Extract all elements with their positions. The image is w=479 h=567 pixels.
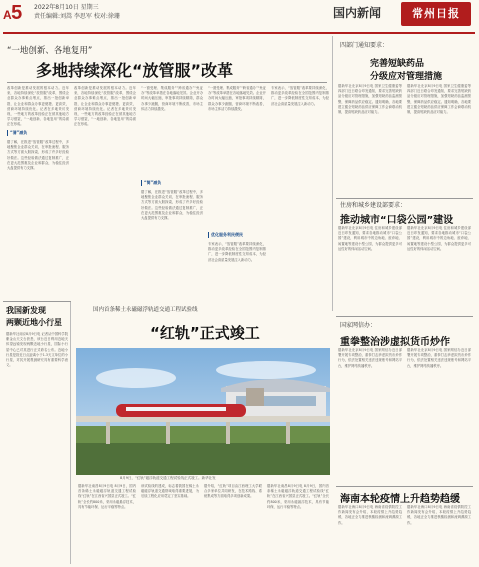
- crypto-kicker: 国家网信办：: [340, 322, 377, 329]
- maglev-kicker: 国内首条稀土永磁磁浮轨道交通工程试验线: [93, 307, 198, 313]
- drug-kicker: 四部门通知要求：: [340, 42, 389, 49]
- editors-line: 责任编辑:刘嵩 李思军 校对:徐珊: [34, 13, 120, 20]
- maglev-photo-illustration: [76, 348, 330, 475]
- asteroid-headline-line2: 两颗近地小行星: [6, 318, 62, 327]
- drug-headline-line1: 完善短缺药品: [370, 59, 425, 69]
- drug-text-col1: 据新华社北京8月9日电 国家卫生健康委等四部门近日联合印发通知，要求完善短缺药品分级应对管理措施，加强短缺药品监测预警，保障药品供应稳定。通知明确，各地要建立健全短缺药品供应保障工作会商联动机制，提高短缺药品应对能力。: [338, 84, 402, 115]
- lead-col2-text: 改革创新是推动发展的根本动力。近年来，各地持续深化“放管服”改革，围绕企业群众办事难点堵点，推出一批创新举措，让企业和群众办事更便捷、更高效，营商环境持续优化。记者在多地采访发现，一些地方的改革经验正在被其他地方学习借鉴，“一地创新、各地复用”的局面正在形成。: [74, 86, 136, 127]
- crypto-headline: 重拳整治涉虚拟货币炒作: [340, 337, 450, 348]
- park-headline: 推动城市“口袋公园”建设: [340, 215, 454, 226]
- park-text-col1: 据新华社北京8月9日电 住房和城乡建设部近日印发通知，要求各地推动城市“口袋公园”建设，利用城市中的边角地、废弃地、闲置地等建设小型公园，为群众提供更多可达性好的休闲活动空间。: [338, 226, 402, 251]
- lead-headline: 多地持续深化“放管服”改革: [36, 61, 234, 80]
- maglev-text-col3: 据介绍，“红轨”项目由江西理工大学联合多家单位共同研发，在技术路线、系统集成等方面取得多项创新成果。: [204, 484, 262, 499]
- lead-kicker: “一地创新、各地复用”: [7, 46, 93, 56]
- page-letter: A: [3, 8, 12, 22]
- lead-col5-text: 专家表示，“放管服”改革要持续深化，推动更多改革经验在全国范围内复制推广，进一步降低制度性交易成本，为经济社会高质量发展注入新动力。: [271, 86, 329, 106]
- maglev-text-col2: 该试验线的建成，标志着我国在稀土永磁磁浮轨道交通领域取得重要进展，为后续工程化应用奠定了坚实基础。: [141, 484, 199, 499]
- right-divider-3: [336, 486, 473, 487]
- lead-col1-text-b: 据了解，在推进“放管服”改革过程中，多地聚焦企业群众关切，在审批流程、服务方式等方面大胆探索，形成了许多好经验好做法。这些经验做法通过复制推广，正在更大范围惠及企业和群众，为稳住经济大盘提供有力支撑。: [7, 140, 69, 171]
- lead-subhead-3: 优化服务利民便民: [208, 232, 243, 238]
- drug-text-col2: 据新华社北京8月9日电 国家卫生健康委等四部门近日联合印发通知，要求完善短缺药品分级应对管理措施，加强短缺药品监测预警，保障药品供应稳定。通知明确，各地要建立健全短缺药品供应保障工作会商联动机制，提高短缺药品应对能力。: [407, 84, 471, 115]
- hainan-text-col2: 据新华社海口8月9日电 海南省疫情防控工作新闻发布会介绍，本轮疫情上升趋势趋缓，各地正全力推进核酸检测和流调溯源工作。: [407, 505, 471, 525]
- crypto-text-col2: 据新华社北京8月9日电 国家网信办近日部署开展专项整治，重拳打击涉虚拟货币炒作行为，依法处置相关违法违规账号和网站平台，维护网络传播秩序。: [407, 348, 471, 368]
- lead-col4-text-b: 专家表示，“放管服”改革要持续深化，推动更多改革经验在全国范围内复制推广，进一步降低制度性交易成本，为经济社会高质量发展注入新动力。: [208, 242, 266, 262]
- park-kicker: 住房和城乡建设部要求：: [340, 202, 407, 209]
- lead-col3-text: “一窗受理、集成服务”“跨省通办”“免证办”等改革举措在各地落地见效。企业开办时间大幅压缩，审批事项持续精简，群众办事少跑腿，营商环境不断改善，市场主体活力持续激发。: [141, 86, 203, 111]
- maglev-photo-caption: 8月9日，“红轨”磁浮轨道交通工程试验线正式竣工。新华社发: [120, 476, 216, 480]
- asteroid-headline-line1: 我国新发现: [6, 306, 46, 315]
- right-divider-2: [336, 316, 473, 317]
- maglev-photo: [76, 348, 330, 475]
- maglev-headline: “红轨”正式竣工: [150, 324, 260, 342]
- right-column-divider: [332, 36, 333, 311]
- lead-divider: [7, 82, 327, 83]
- lead-subhead-2: “简”减负: [141, 180, 161, 186]
- lead-subhead-1: “清”减负: [7, 130, 27, 136]
- drug-headline-line2: 分级应对管理措施: [370, 72, 443, 82]
- lead-col1-text: 改革创新是推动发展的根本动力。近年来，各地持续深化“放管服”改革，围绕企业群众办事难点堵点，推出一批创新举措，让企业和群众办事更便捷、更高效，营商环境持续优化。记者在多地采访发现，一些地方的改革经验正在被其他地方学习借鉴，“一地创新、各地复用”的局面正在形成。: [7, 86, 69, 126]
- section-title: 国内新闻: [333, 6, 382, 20]
- hainan-text-col1: 据新华社海口8月9日电 海南省疫情防控工作新闻发布会介绍，本轮疫情上升趋势趋缓，各地正全力推进核酸检测和流调溯源工作。: [338, 505, 402, 525]
- maglev-text-col4: 据新华社南昌8月9日电 8月9日，国内首条稀土永磁磁浮轨道交通工程试验线“红轨”在江西省兴国县正式竣工。“红轨”全长约800米，采用永磁悬浮技术，具有节能环保、运行平稳等特点。: [267, 484, 329, 509]
- park-text-col2: 据新华社北京8月9日电 住房和城乡建设部近日印发通知，要求各地推动城市“口袋公园”建设，利用城市中的边角地、废弃地、闲置地等建设小型公园，为群众提供更多可达性好的休闲活动空间。: [407, 226, 471, 251]
- maglev-text-col1: 据新华社南昌8月9日电 8月9日，国内首条稀土永磁磁浮轨道交通工程试验线“红轨”在江西省兴国县正式竣工。“红轨”全长约800米，采用永磁悬浮技术，具有节能环保、运行平稳等特点。: [78, 484, 136, 509]
- page-header: [0, 0, 479, 34]
- right-divider-1: [336, 198, 473, 199]
- asteroid-text: 据新华社南京8月9日电 记者从中国科学院紫金山天文台获悉，该台近日利用近地天体望远镜发现两颗近地小行星，国际小行星中心已对其进行正式命名公布。近地小行星是指近日点距离小于1.3天文单位的小行星，对其开展观测研究具有重要科学意义。: [6, 332, 68, 368]
- page-number-digit: 5: [11, 2, 22, 24]
- page-number: [3, 2, 22, 25]
- header-rule: [3, 32, 475, 34]
- lead-col4-text: “一窗受理、集成服务”“跨省通办”“免证办”等改革举措在各地落地见效。企业开办时间大幅压缩，审批事项持续精简，群众办事少跑腿，营商环境不断改善，市场主体活力持续激发。: [208, 86, 266, 111]
- masthead-logo: 常州日报: [401, 2, 471, 26]
- issue-info: [34, 3, 120, 21]
- lead-col3-text-b: 据了解，在推进“放管服”改革过程中，多地聚焦企业群众关切，在审批流程、服务方式等方面大胆探索，形成了许多好经验好做法。这些经验做法通过复制推广，正在更大范围惠及企业和群众，为稳住经济大盘提供有力支撑。: [141, 190, 203, 221]
- date-line: 2022年8月10日 星期三: [34, 4, 99, 11]
- crypto-text-col1: 据新华社北京8月9日电 国家网信办近日部署开展专项整治，重拳打击涉虚拟货币炒作行为，依法处置相关违法违规账号和网站平台，维护网络传播秩序。: [338, 348, 402, 368]
- hainan-headline: 海南本轮疫情上升趋势趋缓: [340, 494, 460, 505]
